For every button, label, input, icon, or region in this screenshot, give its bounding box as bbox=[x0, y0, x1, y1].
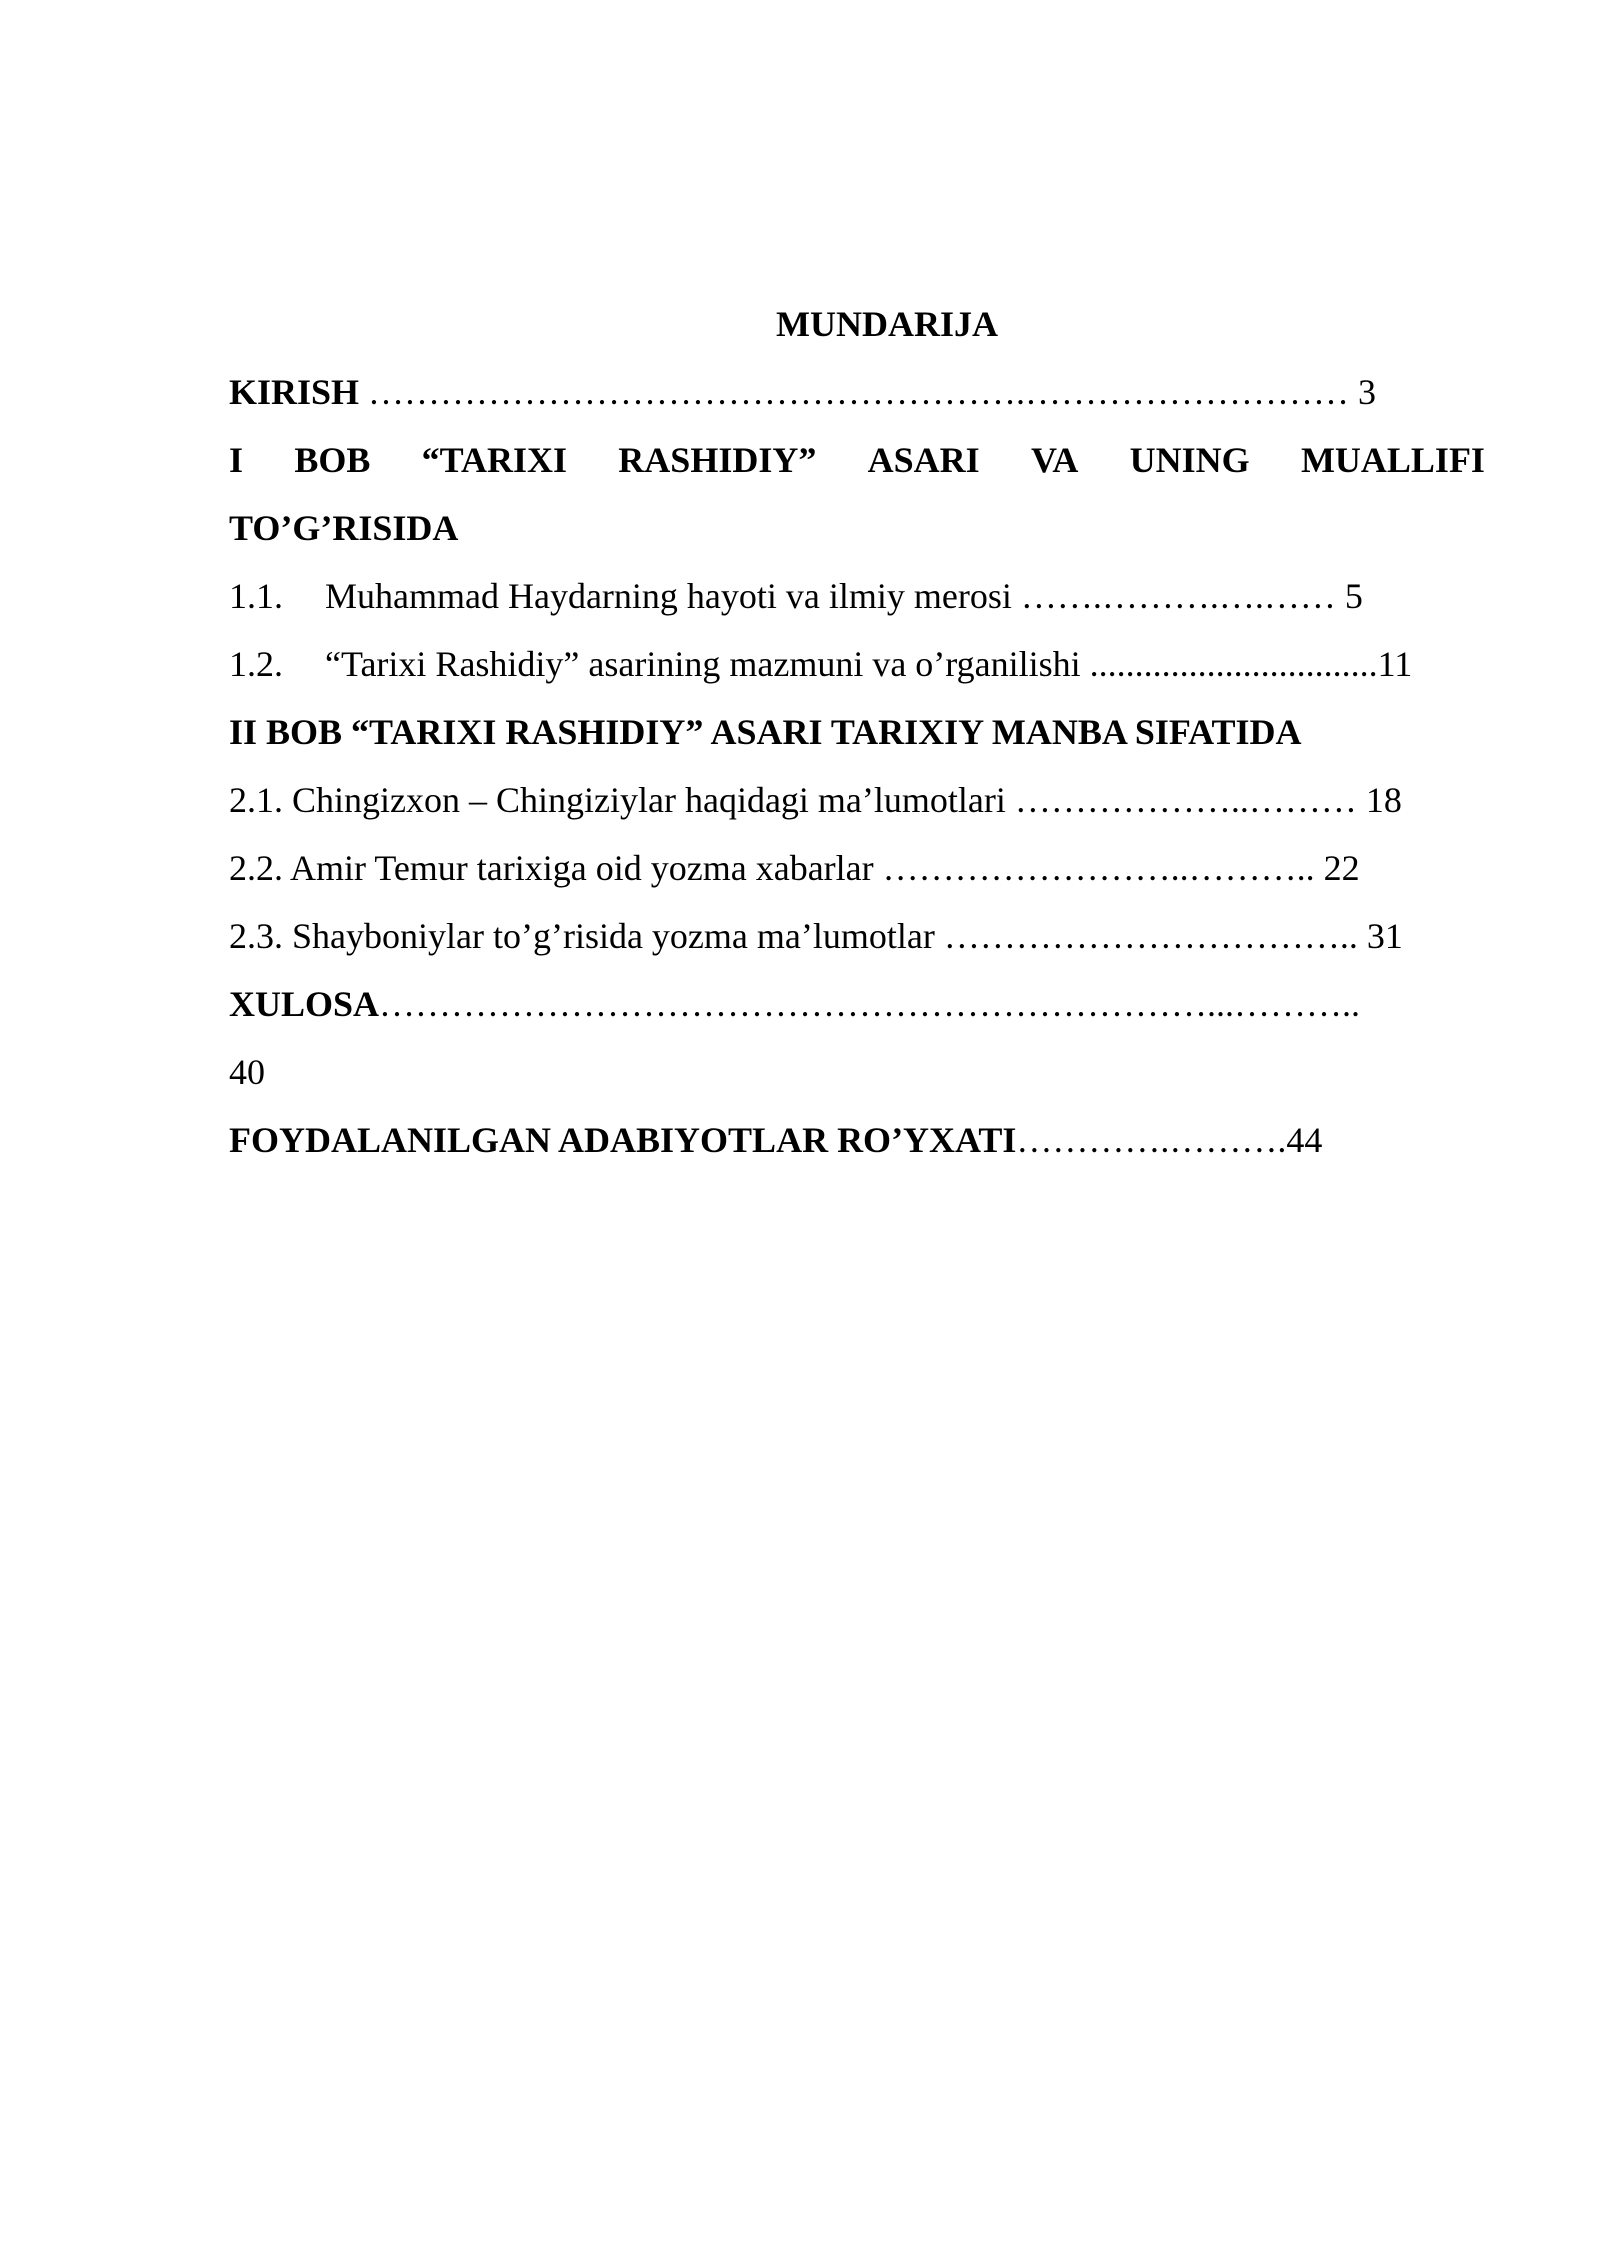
toc-entry-label: XULOSA bbox=[229, 984, 380, 1024]
toc-entry-leader: ………….……….44 bbox=[1016, 1120, 1323, 1160]
toc-entry-xulosa-page: 40 bbox=[229, 1052, 265, 1092]
toc-chapter-2-heading: II BOB “TARIXI RASHIDIY” ASARI TARIXIY MANBA SIFATIDA bbox=[229, 712, 1302, 752]
section-title: “Tarixi Rashidiy” asarining mazmuni va o’rganilishi ................................11 bbox=[325, 644, 1413, 684]
section-number: 1.2. bbox=[229, 644, 283, 684]
section-number: 1.1. bbox=[229, 576, 283, 616]
toc-entry-leader: ……………………………………………….……………………… 3 bbox=[359, 372, 1377, 412]
toc-entry-kirish bbox=[229, 358, 1485, 426]
toc-entry-2-3: 2.3. Shayboniylar to’g’risida yozma ma’lumotlar …………………………….. 31 bbox=[229, 916, 1403, 956]
heading-word: MUALLIFI bbox=[1300, 440, 1485, 480]
section-title: Muhammad Haydarning hayoti va ilmiy merosi …….……….….…… 5 bbox=[325, 576, 1363, 616]
toc-entry-2-1: 2.1. Chingizxon – Chingiziylar haqidagi ma’lumotlari ………………..……… 18 bbox=[229, 780, 1402, 820]
toc-entry-label: KIRISH bbox=[229, 372, 360, 412]
toc-chapter-1-heading bbox=[229, 426, 1485, 494]
toc-chapter-1-heading-cont: TO’G’RISIDA bbox=[229, 508, 459, 548]
heading-word: ASARI bbox=[867, 440, 980, 480]
table-of-contents bbox=[229, 290, 1485, 1174]
toc-entry-adabiyotlar bbox=[229, 1106, 1485, 1174]
toc-entry-label: FOYDALANILGAN ADABIYOTLAR RO’YXATI bbox=[229, 1120, 1017, 1160]
toc-entry-xulosa bbox=[229, 970, 1485, 1038]
toc-entry-2-2: 2.2. Amir Temur tarixiga oid yozma xabarlar ……………………..……….. 22 bbox=[229, 848, 1360, 888]
toc-entry-1-1 bbox=[229, 562, 1485, 630]
heading-word: I bbox=[229, 440, 244, 480]
toc-entry-leader: ……………………………………………………………...……….. bbox=[379, 984, 1361, 1024]
heading-word: BOB bbox=[294, 440, 371, 480]
toc-entry-1-2 bbox=[229, 630, 1485, 698]
toc-title: MUNDARIJA bbox=[776, 304, 998, 344]
heading-word: VA bbox=[1030, 440, 1079, 480]
heading-word: RASHIDIY” bbox=[618, 440, 817, 480]
heading-word: UNING bbox=[1129, 440, 1250, 480]
heading-word: “TARIXI bbox=[421, 440, 567, 480]
